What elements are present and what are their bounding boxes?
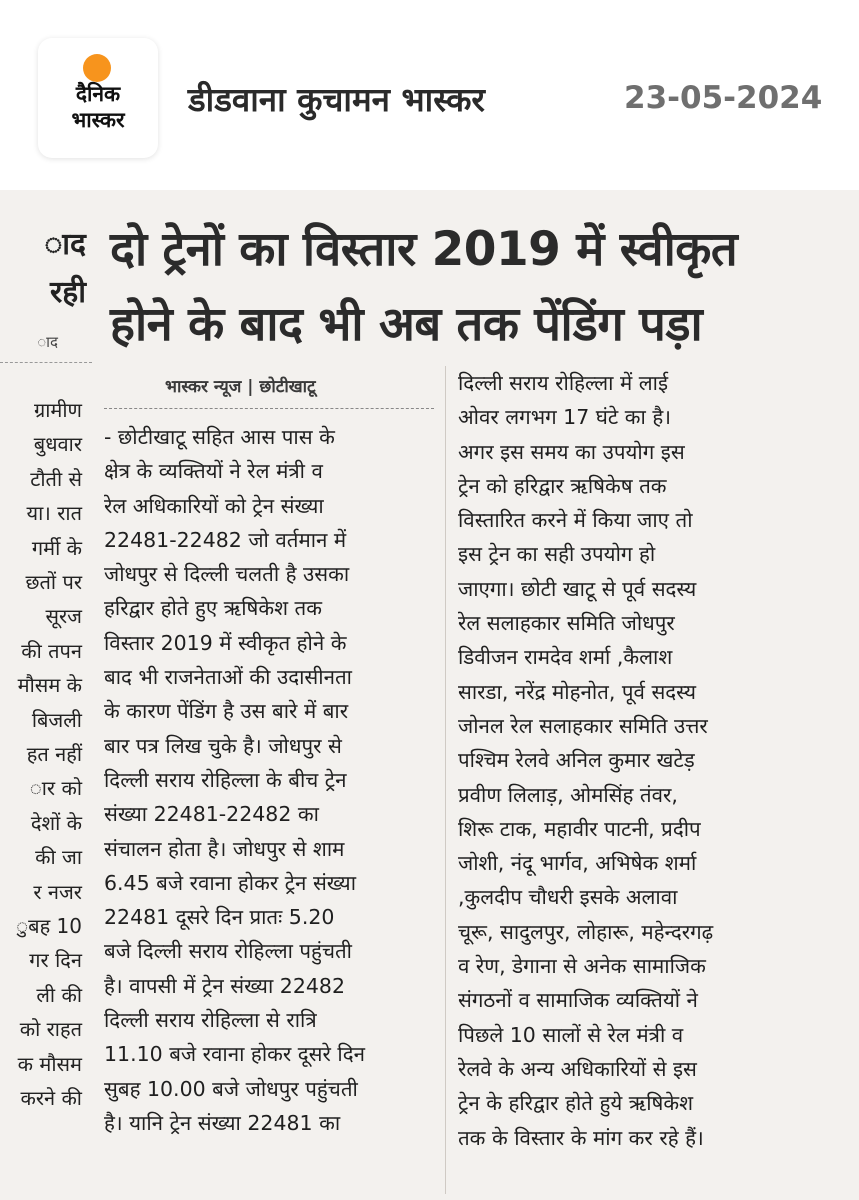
article-text-line: बाद भी राजनेताओं की उदासीनता [104, 665, 352, 690]
adjacent-text-line: क मौसम [17, 1051, 82, 1076]
article-text-line: है। यानि ट्रेन संख्या 22481 का [104, 1110, 341, 1135]
article-text-line: जोशी, नंदू भार्गव, अभिषेक शर्मा [458, 851, 697, 876]
adjacent-text-line: हत नहीं [26, 742, 82, 766]
article-text-line: ट्रेन को हरिद्वार ऋषिकेष तक [458, 473, 667, 498]
article-text-line: दिल्ली सराय रोहिल्ला से रात्रि [104, 1008, 317, 1033]
article-text-line: विस्तारित करने में किया जाए तो [458, 508, 693, 533]
article-text-line: डिवीजन रामदेव शर्मा ,कैलाश [458, 645, 673, 670]
byline-rule [104, 408, 434, 409]
divider-rule [0, 362, 92, 363]
article-text-line: व रेण, डेगाना से अनेक सामाजिक [458, 954, 706, 979]
article-text-line: विस्तार 2019 में स्वीकृत होने के [104, 630, 347, 655]
article-text-line: ट्रेन के हरिद्वार होते हुये ऋषिकेश [458, 1091, 694, 1116]
article-column-1 [104, 420, 434, 1140]
adjacent-text-line: ली की [36, 982, 82, 1007]
article-text-line: चूरू, सादुलपुर, लोहारू, महेन्दरगढ़ [458, 919, 714, 944]
article-text-line: बजे दिल्ली सराय रोहिल्ला पहुंचती [104, 939, 352, 964]
adjacent-text-line: करने की [20, 1086, 82, 1110]
byline: भास्कर न्यूज | छोटीखाटू [165, 377, 316, 397]
article-text-line: है। वापसी में ट्रेन संख्या 22482 [104, 973, 345, 998]
article-text-line: के कारण पेंडिंग है उस बारे में बार [104, 699, 349, 724]
adjacent-text-line: बुधवार [33, 432, 82, 457]
article-text-line: दिल्ली सराय रोहिल्ला के बीच ट्रेन [104, 767, 347, 792]
article-text-line: पिछले 10 सालों से रेल मंत्री व [458, 1022, 684, 1047]
adjacent-text-line: की जा [35, 845, 82, 870]
article-text-line: पश्चिम रेलवे अनिल कुमार खटेड़ [458, 748, 695, 773]
article-text-line: दिल्ली सराय रोहिल्ला में लाई [458, 371, 669, 395]
adjacent-text-line: छतों पर [25, 570, 82, 594]
adjacent-text-line: गर्मी के [31, 535, 82, 560]
article-text-line: इस ट्रेन का सही उपयोग हो [458, 542, 656, 567]
adjacent-text-line: ग्रामीण [33, 398, 82, 422]
adjacent-text-line: ुबह 10 [16, 914, 82, 938]
adjacent-article-cutoff [0, 190, 92, 1200]
article-text-line: अगर इस समय का उपयोग इस [458, 439, 685, 464]
adjacent-text-line: देशों के [30, 810, 82, 835]
headline-line1: दो ट्रेनों का विस्तार 2019 में स्वीकृत [110, 222, 738, 277]
article-text-line: रेलवे के अन्य अधिकारियों से इस [458, 1056, 697, 1081]
article-text-line: सुबह 10.00 बजे जोधपुर पहुंचती [104, 1076, 358, 1101]
adjacent-text-line: सूरज [45, 604, 82, 629]
article-text-line: - छोटीखाटू सहित आस पास के [104, 425, 335, 449]
newspaper-logo[interactable] [38, 38, 158, 158]
sun-logo-icon [83, 54, 111, 82]
app-header [0, 0, 859, 190]
article-text-line: हरिद्वार होते हुए ऋषिकेश तक [104, 596, 322, 621]
article-text-line: तक के विस्तार के मांग कर रहे हैं। [458, 1125, 704, 1150]
headline-line2: होने के बाद भी अब तक पेंडिंग पड़ा [110, 297, 703, 352]
adjacent-text-line: टौती से [30, 466, 82, 491]
article-text-line: 22481-22482 जो वर्तमान में [104, 527, 347, 552]
article-column-2 [458, 366, 788, 1155]
logo-text-line1: दैनिक [75, 82, 121, 106]
article-text-line: सारडा, नरेंद्र मोहनोत, पूर्व सदस्य [458, 679, 697, 704]
adjacent-text-line: गर दिन [29, 948, 82, 973]
article-text-line: 6.45 बजे रवाना होकर ट्रेन संख्या [104, 870, 357, 895]
adjacent-text-line: या। रात [26, 501, 82, 526]
adjacent-text-line: र नजर [33, 879, 82, 904]
article-text-line: शिरू टाक, महावीर पाटनी, प्रदीप [458, 816, 701, 841]
article-text-line: जाएगा। छोटी खाटू से पूर्व सदस्य [458, 576, 697, 601]
newspaper-clipping [0, 190, 859, 1200]
adjacent-text-line: मौसम के [17, 673, 82, 698]
article-text-line: प्रवीण लिलाड़, ओमसिंह तंवर, [458, 782, 678, 807]
article-text-line: रेल सलाहकार समिति जोधपुर [458, 611, 675, 636]
article-text-line: जोनल रेल सलाहकार समिति उत्तर [458, 713, 708, 738]
edition-title: डीडवाना कुचामन भास्कर [188, 80, 485, 119]
article-text-line: क्षेत्र के व्यक्तियों ने रेल मंत्री व [104, 459, 323, 484]
logo-text-line2: भास्कर [71, 108, 125, 132]
article-text-line: संगठनों व सामाजिक व्यक्तियों ने [458, 988, 698, 1013]
article-text-line: 22481 दूसरे दिन प्रातः 5.20 [104, 905, 335, 930]
column-divider [445, 366, 446, 1194]
article-text-line: बार पत्र लिख चुके है। जोधपुर से [104, 733, 342, 758]
adjacent-text-line: ार को [29, 776, 82, 801]
article-text-line: 11.10 बजे रवाना होकर दूसरे दिन [104, 1042, 365, 1067]
adjacent-text-line: की तपन [21, 638, 82, 663]
adjacent-headline-line2: रही [50, 275, 86, 310]
article-text-line: रेल अधिकारियों को ट्रेन संख्या [104, 493, 324, 518]
adjacent-subline: ाद [37, 333, 58, 351]
adjacent-text-line: बिजली [31, 707, 82, 732]
article-text-line: संख्या 22481-22482 का [104, 802, 319, 827]
article-text-line: ,कुलदीप चौधरी इसके अलावा [458, 885, 678, 910]
article-text-line: जोधपुर से दिल्ली चलती है उसका [104, 562, 350, 587]
adjacent-text-line: को राहत [19, 1017, 82, 1042]
article-text-line: संचालन होता है। जोधपुर से शाम [104, 836, 345, 861]
edition-date: 23-05-2024 [624, 80, 823, 116]
adjacent-headline-line1: ाद [44, 227, 86, 262]
article-text-line: ओवर लगभग 17 घंटे का है। [458, 405, 671, 430]
